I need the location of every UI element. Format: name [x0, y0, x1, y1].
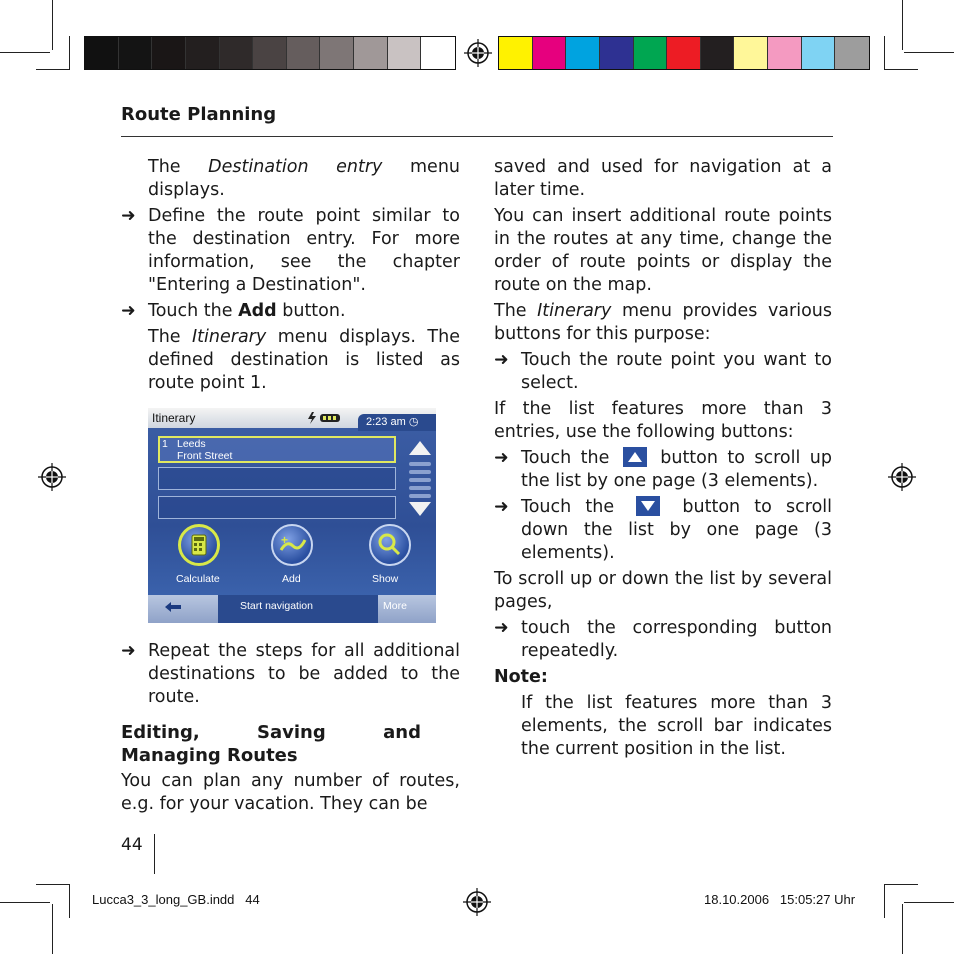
scrollbar-segment [409, 486, 431, 490]
calculate-label: Calculate [176, 573, 220, 585]
scrollbar-segment [409, 462, 431, 466]
scroll-down-button[interactable] [409, 502, 431, 516]
crop-mark [884, 884, 885, 918]
arrow-icon: ➜ [494, 448, 509, 468]
color-swatch [802, 37, 836, 69]
paragraph: You can insert additional route points in the routes at any time, change the order of route points or display the route on the map. [494, 206, 832, 295]
calculator-icon [181, 527, 217, 563]
bullet-item: ➜ Repeat the steps for all additional destinations to be added to the route. [121, 641, 460, 707]
color-swatch [835, 37, 869, 69]
more-button[interactable]: More [383, 600, 407, 612]
entry-line-1: Leeds [177, 438, 206, 450]
show-label: Show [372, 573, 399, 585]
paragraph: You can plan any number of routes, e.g. for your vacation. They can be [121, 771, 460, 814]
note-label: Note: [494, 667, 548, 687]
show-route-icon [371, 526, 409, 564]
paragraph: To scroll up or down the list by several pages, [494, 569, 832, 612]
color-swatch [85, 37, 119, 69]
crop-mark [69, 884, 70, 918]
crop-mark [52, 904, 53, 954]
arrow-icon: ➜ [494, 497, 509, 517]
color-swatch [600, 37, 634, 69]
crop-mark [884, 36, 885, 70]
section-header: Route Planning [121, 104, 277, 125]
paragraph: If the list features more than 3 entries, use the following buttons: [494, 399, 832, 442]
entry-number: 1 [162, 438, 168, 450]
show-button[interactable] [369, 524, 411, 566]
add-button[interactable] [271, 524, 313, 566]
crop-mark [904, 902, 954, 903]
crop-mark [904, 52, 954, 53]
color-swatch [287, 37, 321, 69]
color-swatch [634, 37, 668, 69]
color-swatch [701, 37, 735, 69]
color-swatch [119, 37, 153, 69]
color-swatch [768, 37, 802, 69]
color-swatch [667, 37, 701, 69]
paragraph: The Destination entry menu displays. [148, 157, 460, 200]
left-column-top [121, 156, 460, 395]
scrollbar-segment [409, 494, 431, 498]
route-point-slot[interactable] [158, 467, 396, 490]
add-label: Add [282, 573, 301, 585]
clock-display: 2:23 am ◷ [358, 414, 436, 431]
crop-mark [36, 69, 70, 70]
gray-color-bar [84, 36, 456, 70]
color-swatch [320, 37, 354, 69]
arrow-icon: ➜ [121, 641, 136, 661]
color-swatch [421, 37, 455, 69]
left-column-bottom [121, 640, 460, 816]
color-swatch [220, 37, 254, 69]
page-number: 44 [121, 835, 143, 855]
crop-mark [36, 884, 70, 885]
device-screenshot [148, 408, 436, 623]
crop-mark [884, 884, 918, 885]
color-swatch [253, 37, 287, 69]
bullet-item: ➜ Touch the route point you want to select. [494, 350, 832, 393]
bullet-item: ➜ Define the route point similar to the destination entry. For more information, see the chapter "Entering a Destination". [121, 206, 460, 295]
scroll-up-button[interactable] [409, 441, 431, 455]
color-swatch [566, 37, 600, 69]
slug-date: 18.10.2006 15:05:27 Uhr [704, 892, 856, 907]
paragraph: The Itinerary menu displays. The defined destination is listed as route point 1. [148, 327, 460, 393]
crop-mark [69, 36, 70, 70]
clock-icon: ◷ [408, 416, 419, 428]
registration-mark-icon [38, 463, 66, 491]
arrow-icon: ➜ [121, 301, 136, 321]
bullet-item: ➜ Touch the button to scroll down the list by one page (3 elements). [494, 497, 832, 563]
color-swatch [533, 37, 567, 69]
registration-mark-icon [888, 463, 916, 491]
bullet-item: ➜ Touch the Add button. [121, 301, 346, 321]
page-number-rule [154, 834, 155, 874]
crop-mark [902, 0, 903, 50]
subheading: Editing, Saving and Managing Routes [121, 722, 421, 766]
arrow-icon: ➜ [494, 618, 509, 638]
entry-line-2: Front Street [177, 450, 233, 462]
color-swatch [152, 37, 186, 69]
color-swatch [734, 37, 768, 69]
crop-mark [884, 69, 918, 70]
calculate-button[interactable] [178, 524, 220, 566]
registration-mark-icon [464, 39, 492, 67]
bullet-item: ➜ touch the corresponding button repeatedly. [494, 618, 832, 661]
right-column [494, 156, 832, 761]
scroll-down-icon [636, 496, 660, 516]
slug-filename: Lucca3_3_long_GB.indd 44 [92, 892, 260, 907]
scrollbar-segment [409, 470, 431, 474]
add-route-icon [273, 526, 311, 564]
paragraph: The Itinerary menu provides various buttons for this purpose: [494, 301, 832, 344]
arrow-icon: ➜ [121, 206, 136, 226]
note-text: If the list features more than 3 elements, the scroll bar indicates the current position in the list. [521, 693, 832, 759]
scrollbar-segment [409, 478, 431, 482]
route-point-slot[interactable] [158, 496, 396, 519]
crop-mark [0, 902, 50, 903]
bullet-item: ➜ Touch the button to scroll up the list by one page (3 elements). [494, 448, 832, 491]
color-swatch [186, 37, 220, 69]
paragraph: saved and used for navigation at a later time. [494, 157, 832, 200]
scroll-up-icon [623, 447, 647, 467]
color-swatch [388, 37, 422, 69]
color-swatch [354, 37, 388, 69]
header-rule [121, 136, 833, 137]
crop-mark [52, 0, 53, 50]
registration-mark-icon [463, 888, 491, 916]
start-navigation-label: Start navigation [240, 600, 313, 612]
crop-mark [902, 904, 903, 954]
arrow-icon: ➜ [494, 350, 509, 370]
back-arrow-icon[interactable] [162, 599, 184, 615]
screen-title: Itinerary [152, 411, 196, 425]
color-swatch [499, 37, 533, 69]
crop-mark [0, 52, 50, 53]
svg-text:+: + [281, 533, 289, 547]
battery-icon [308, 412, 342, 424]
process-color-bar [498, 36, 870, 70]
